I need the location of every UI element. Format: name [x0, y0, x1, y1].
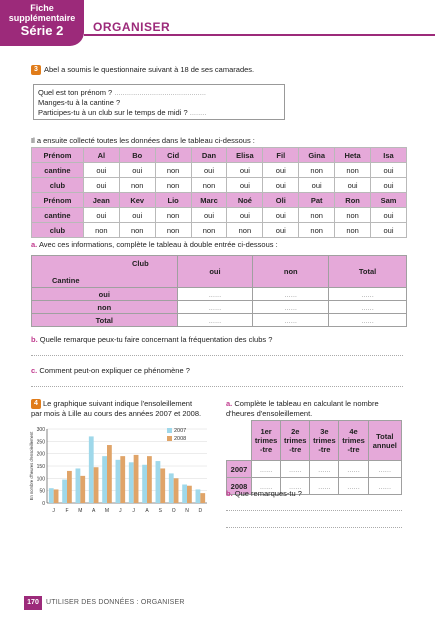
question-letter: a.: [31, 240, 38, 249]
row-header-total: Total: [32, 314, 178, 327]
x-tick-label: M: [104, 508, 110, 514]
table-cell: Sam: [371, 193, 407, 208]
answer-dots: ........: [189, 108, 207, 117]
table-cell: non: [155, 178, 191, 193]
table-cell: non: [155, 208, 191, 223]
bar-2008-F: [67, 471, 72, 503]
table-cell: non: [227, 223, 263, 238]
answer-cell[interactable]: ......: [253, 301, 329, 314]
series-banner: [0, 0, 84, 46]
footer-title: UTILISER DES DONNÉES : ORGANISER: [46, 599, 185, 606]
table-cell: non: [335, 223, 371, 238]
answer-line[interactable]: [31, 355, 403, 356]
table-cell: non: [299, 223, 335, 238]
x-tick-label: J: [119, 508, 122, 514]
question-3c: [31, 366, 190, 376]
bar-2007-D: [196, 489, 201, 503]
y-tick-label: 300: [36, 427, 45, 433]
bar-2007-O: [169, 473, 174, 503]
header-line: trimes: [313, 436, 336, 445]
question-letter: a.: [226, 399, 233, 408]
question-letter: b.: [226, 489, 233, 498]
answer-dots: ............................................: [114, 88, 206, 97]
table-cell: non: [119, 223, 155, 238]
row-header: Prénom: [32, 148, 84, 163]
column-header: [281, 421, 310, 461]
header-line: 3e: [320, 427, 329, 436]
table-cell: Isa: [371, 148, 407, 163]
banner-series: Série 2: [20, 23, 64, 38]
y-tick-label: 200: [36, 451, 45, 458]
exercise-4-intro-2: par mois à Lille au cours des années 2007 et 2008.: [31, 409, 202, 418]
club-header: Club: [132, 259, 149, 268]
table-cell: oui: [371, 178, 407, 193]
col-header-total: Total: [329, 256, 407, 288]
legend-label-2008: 2008: [174, 436, 187, 442]
bar-2007-F: [62, 480, 67, 503]
header-line: trimes: [342, 436, 365, 445]
table-cell: non: [299, 163, 335, 178]
y-tick-label: 100: [36, 476, 45, 483]
question-text: Comment peut-on expliquer ce phénomène ?: [39, 366, 190, 375]
x-tick-label: M: [78, 508, 83, 514]
x-tick-label: S: [158, 508, 163, 514]
table-cell: oui: [263, 223, 299, 238]
question-text: Complète le tableau en calculant le nombre: [234, 399, 379, 408]
table-cell: Cid: [155, 148, 191, 163]
question-club: Participes-tu à un club sur le temps de midi ?: [38, 108, 188, 117]
header-line: trimes: [283, 436, 307, 445]
table-cell: Pat: [299, 193, 335, 208]
table-cell: oui: [119, 163, 155, 178]
header-line: -tre: [347, 445, 360, 454]
exercise-4-badge: 4: [31, 399, 41, 409]
x-tick-label: O: [171, 508, 176, 514]
table-cell: oui: [371, 163, 407, 178]
header-line: Total: [376, 431, 394, 441]
header-line: -tre: [260, 445, 273, 454]
corner-cell: [32, 256, 178, 288]
x-tick-label: D: [198, 508, 203, 514]
answer-cell[interactable]: ......: [329, 301, 407, 314]
header-line: annuel: [372, 440, 397, 450]
table-cell: oui: [299, 178, 335, 193]
answer-cell[interactable]: ......: [281, 461, 310, 478]
table-cell: oui: [191, 163, 227, 178]
table-cell: Dan: [191, 148, 227, 163]
table-cell: Kev: [119, 193, 155, 208]
table-cell: non: [155, 223, 191, 238]
table-cell: non: [83, 223, 119, 238]
section-title: ORGANISER: [93, 20, 171, 34]
question-text: Quelle remarque peux-tu faire concernant la fréquentation des clubs ?: [39, 335, 273, 344]
column-header: [368, 421, 401, 461]
table-cell: Al: [83, 148, 119, 163]
legend-label-2007: 2007: [174, 428, 187, 434]
bar-2007-N: [182, 485, 187, 504]
y-tick-label: 50: [39, 488, 45, 495]
y-tick-label: 250: [36, 439, 45, 446]
x-tick-label: F: [65, 508, 69, 514]
table-cell: oui: [371, 208, 407, 223]
table-cell: oui: [191, 208, 227, 223]
answer-cell[interactable]: ......: [339, 478, 368, 495]
table-cell: Oli: [263, 193, 299, 208]
col-header-oui: oui: [177, 256, 253, 288]
answer-line[interactable]: [226, 527, 402, 528]
row-header: cantine: [32, 163, 84, 178]
bar-2007-A: [89, 436, 94, 503]
table-cell: non: [191, 178, 227, 193]
question-4a-line2: d'heures d'ensoleillement.: [226, 409, 313, 418]
question-name: Quel est ton prénom ?: [38, 88, 113, 97]
question-text: Avec ces informations, complète le tableau à double entrée ci-dessous :: [38, 240, 278, 249]
column-header: [339, 421, 368, 461]
double-entry-table: [31, 255, 407, 327]
question-3a: [31, 240, 278, 250]
table-cell: non: [155, 163, 191, 178]
answer-line[interactable]: [226, 510, 402, 511]
answer-cell[interactable]: ......: [329, 314, 407, 327]
exercise-3-intro: Abel a soumis le questionnaire suivant à 18 de ses camarades.: [44, 65, 255, 74]
table-cell: oui: [83, 178, 119, 193]
questionnaire-box: [33, 84, 285, 120]
table-cell: non: [299, 208, 335, 223]
collect-text: Il a ensuite collecté toutes les données dans le tableau ci-dessous :: [31, 136, 255, 145]
table-cell: oui: [263, 208, 299, 223]
table-cell: Bo: [119, 148, 155, 163]
bar-2007-S: [156, 461, 161, 503]
answer-cell[interactable]: ......: [281, 478, 310, 495]
table-cell: oui: [371, 223, 407, 238]
header-line: trimes: [254, 436, 278, 445]
x-tick-label: J: [132, 508, 135, 514]
table-cell: Elisa: [227, 148, 263, 163]
header-line: 2e: [291, 427, 300, 436]
question-letter: c.: [31, 366, 38, 375]
bar-2007-A: [142, 465, 147, 503]
question-text: Que remarques-tu ?: [234, 489, 302, 498]
header-line: 1er: [260, 427, 272, 436]
table-row: [32, 223, 407, 238]
question-4a: [226, 399, 379, 409]
column-header: [310, 421, 339, 461]
bar-2007-J: [49, 488, 54, 503]
answer-cell[interactable]: ......: [253, 314, 329, 327]
table-cell: oui: [83, 163, 119, 178]
bar-2007-J: [116, 460, 121, 503]
x-tick-label: N: [185, 508, 189, 514]
table-cell: Jean: [83, 193, 119, 208]
row-header-oui: oui: [32, 288, 178, 301]
table-cell: oui: [227, 208, 263, 223]
header-line: -tre: [318, 445, 331, 454]
table-row: [32, 163, 407, 178]
answer-line[interactable]: [31, 386, 403, 387]
bar-2008-D: [200, 493, 205, 503]
legend-swatch-2007: [167, 428, 172, 433]
table-cell: oui: [263, 178, 299, 193]
bar-2007-M: [76, 468, 81, 503]
table-cell: non: [335, 208, 371, 223]
banner-line2: supplémentaire: [8, 13, 76, 23]
question-4b: [226, 489, 302, 499]
table-cell: Heta: [335, 148, 371, 163]
row-header: cantine: [32, 208, 84, 223]
banner-line1: Fiche: [30, 3, 54, 13]
answer-cell[interactable]: ......: [177, 288, 253, 301]
table-row: [32, 178, 407, 193]
question-cantine: Manges-tu à la cantine ?: [38, 98, 121, 107]
x-tick-label: J: [52, 508, 55, 514]
bar-2008-N: [187, 486, 192, 503]
table-cell: non: [119, 178, 155, 193]
table-cell: oui: [227, 163, 263, 178]
page-number: 170: [24, 596, 42, 610]
table-cell: Marc: [191, 193, 227, 208]
exercise-3-badge: 3: [31, 65, 41, 75]
answer-cell[interactable]: ......: [310, 478, 339, 495]
header-line: -tre: [289, 445, 302, 454]
answer-cell[interactable]: ......: [177, 301, 253, 314]
header-rule: [84, 34, 435, 36]
bar-2008-J: [120, 456, 125, 503]
year-header: 2007: [227, 461, 252, 478]
sunshine-table: [226, 420, 402, 495]
table-row: [32, 193, 407, 208]
table-row: [32, 208, 407, 223]
y-tick-label: 0: [42, 501, 45, 507]
answer-cell[interactable]: ......: [252, 461, 281, 478]
bar-2008-O: [174, 478, 179, 503]
answer-cell[interactable]: ......: [310, 461, 339, 478]
bar-2008-A: [147, 456, 152, 503]
header-line: 4e: [349, 427, 358, 436]
bar-2007-J: [129, 462, 134, 503]
bar-2008-J: [134, 455, 139, 503]
bar-2007-M: [102, 456, 107, 503]
x-tick-label: A: [145, 508, 149, 514]
column-header: [252, 421, 281, 461]
table-cell: Ron: [335, 193, 371, 208]
row-header-non: non: [32, 301, 178, 314]
question-letter: b.: [31, 335, 38, 344]
question-3b: [31, 335, 272, 345]
legend-swatch-2008: [167, 436, 172, 441]
answer-cell[interactable]: ......: [177, 314, 253, 327]
table-cell: oui: [335, 178, 371, 193]
empty-corner: [227, 421, 252, 461]
y-tick-label: 150: [36, 464, 45, 470]
table-cell: oui: [83, 208, 119, 223]
cantine-header: Cantine: [52, 276, 80, 285]
table-cell: oui: [227, 178, 263, 193]
y-axis-label: En nombre d'heures d'ensoleillement: [29, 431, 34, 501]
x-tick-label: A: [91, 508, 96, 514]
bar-2008-S: [160, 468, 165, 503]
table-row: [227, 461, 402, 478]
row-header: club: [32, 178, 84, 193]
answer-cell[interactable]: ......: [329, 288, 407, 301]
year-header: 2008: [227, 478, 252, 495]
row-header: club: [32, 223, 84, 238]
sunshine-bar-chart: [27, 424, 215, 522]
table-row: [32, 148, 407, 163]
table-cell: non: [191, 223, 227, 238]
table-cell: Lio: [155, 193, 191, 208]
table-cell: Gina: [299, 148, 335, 163]
exercise-4-intro-1: Le graphique suivant indique l'ensoleillement: [43, 399, 193, 408]
table-cell: non: [335, 163, 371, 178]
table-cell: Fil: [263, 148, 299, 163]
table-cell: oui: [263, 163, 299, 178]
answer-cell[interactable]: ......: [368, 461, 401, 478]
survey-data-table: [31, 147, 407, 238]
row-header: Prénom: [32, 193, 84, 208]
bar-2008-A: [94, 467, 99, 503]
table-cell: oui: [119, 208, 155, 223]
bar-2008-J: [54, 489, 59, 503]
answer-cell[interactable]: ......: [252, 478, 281, 495]
bar-2008-M: [107, 445, 112, 503]
table-cell: Noé: [227, 193, 263, 208]
bar-2008-M: [80, 476, 85, 503]
col-header-non: non: [253, 256, 329, 288]
answer-cell[interactable]: ......: [339, 461, 368, 478]
answer-cell[interactable]: ......: [368, 478, 401, 495]
answer-cell[interactable]: ......: [253, 288, 329, 301]
